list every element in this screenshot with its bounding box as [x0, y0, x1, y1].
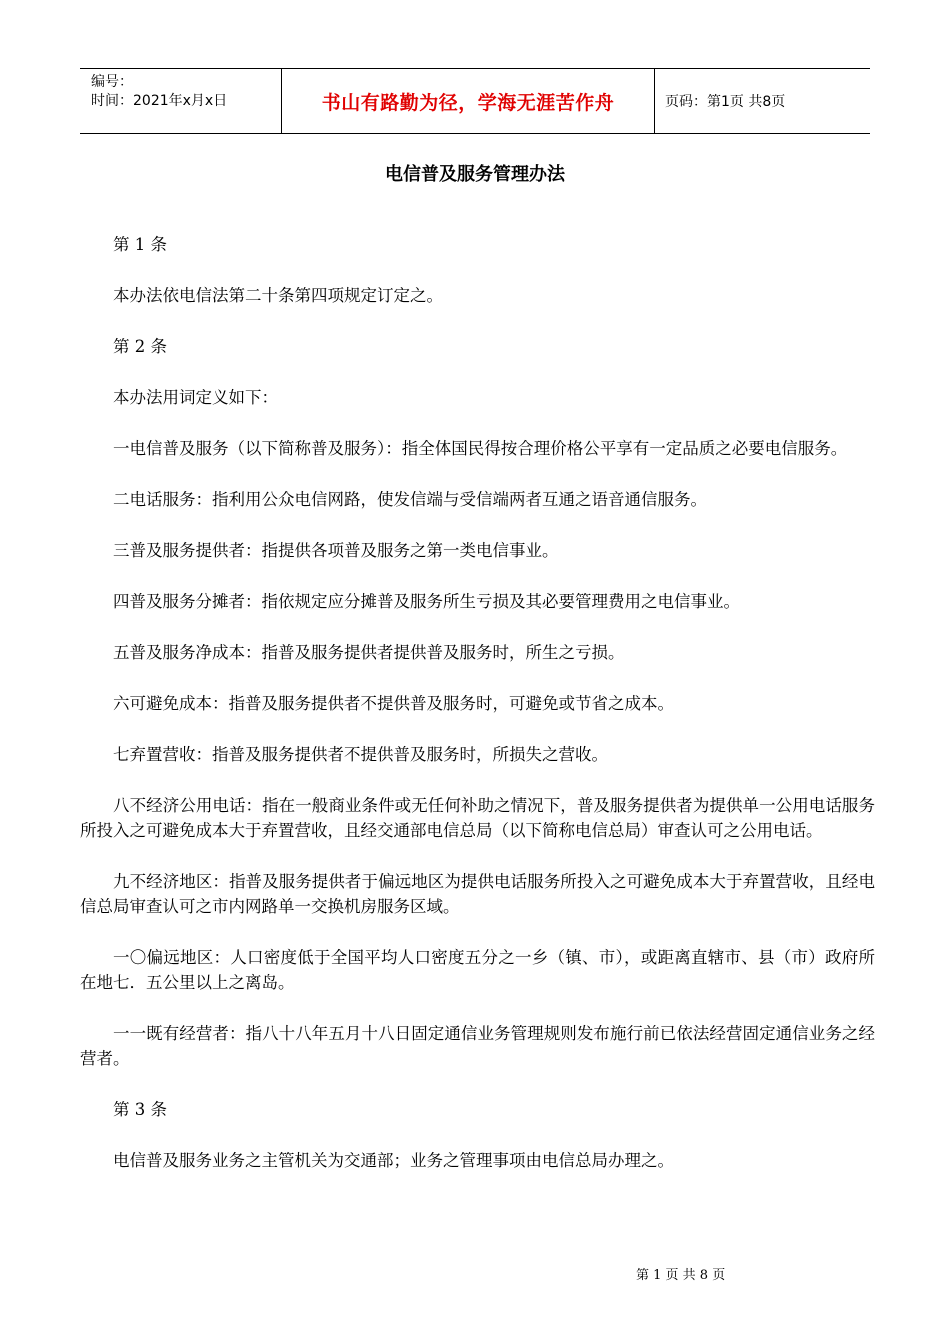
- paragraph: 三普及服务提供者：指提供各项普及服务之第一类电信事业。: [113, 541, 559, 560]
- motto-text: 书山有路勤为径，学海无涯苦作舟: [321, 91, 615, 114]
- header-table: [80, 68, 870, 134]
- number-label: 编号：: [91, 74, 133, 90]
- page-label: 页码：第1页 共8页: [665, 94, 786, 110]
- header-info-cell: [80, 69, 282, 133]
- document-body: [80, 232, 875, 1199]
- paragraph: 电信普及服务业务之主管机关为交通部；业务之管理事项由电信总局办理之。: [113, 1151, 674, 1170]
- paragraph: 第 2 条: [113, 337, 167, 356]
- paragraph: 六可避免成本：指普及服务提供者不提供普及服务时，可避免或节省之成本。: [113, 694, 674, 713]
- paragraph: 五普及服务净成本：指普及服务提供者提供普及服务时，所生之亏损。: [113, 643, 625, 662]
- paragraph: 一一既有经营者：指八十八年五月十八日固定通信业务管理规则发布施行前已依法经营固定通信业务之经营者。: [80, 1024, 875, 1068]
- document-title: 电信普及服务管理办法: [385, 164, 565, 185]
- motto-cell: [282, 69, 655, 133]
- paragraph: 本办法用词定义如下：: [113, 388, 278, 407]
- paragraph: 一电信普及服务（以下简称普及服务）：指全体国民得按合理价格公平享有一定品质之必要电信服务。: [113, 439, 848, 458]
- paragraph: 第 3 条: [113, 1100, 167, 1119]
- paragraph: 八不经济公用电话：指在一般商业条件或无任何补助之情况下，普及服务提供者为提供单一公用电话服务所投入之可避免成本大于弃置营收，且经交通部电信总局（以下简称电信总局）审查认可之公用电话。: [80, 796, 875, 840]
- paragraph: 七弃置营收：指普及服务提供者不提供普及服务时，所损失之营收。: [113, 745, 608, 764]
- time-label: 时间：2021年x月x日: [91, 93, 228, 109]
- paragraph: 四普及服务分摊者：指依规定应分摊普及服务所生亏损及其必要管理费用之电信事业。: [113, 592, 740, 611]
- paragraph: 本办法依电信法第二十条第四项规定订定之。: [113, 286, 443, 305]
- page-info-cell: [655, 69, 870, 133]
- page-footer: 第 1 页 共 8 页: [636, 1268, 726, 1283]
- paragraph: 一〇偏远地区：人口密度低于全国平均人口密度五分之一乡（镇、市），或距离直辖市、县（市）政府所在地七．五公里以上之离岛。: [80, 948, 875, 992]
- paragraph: 第 1 条: [113, 235, 167, 254]
- paragraph: 二电话服务：指利用公众电信网路，使发信端与受信端两者互通之语音通信服务。: [113, 490, 707, 509]
- paragraph: 九不经济地区：指普及服务提供者于偏远地区为提供电话服务所投入之可避免成本大于弃置营收，且经电信总局审查认可之市内网路单一交换机房服务区域。: [80, 872, 875, 916]
